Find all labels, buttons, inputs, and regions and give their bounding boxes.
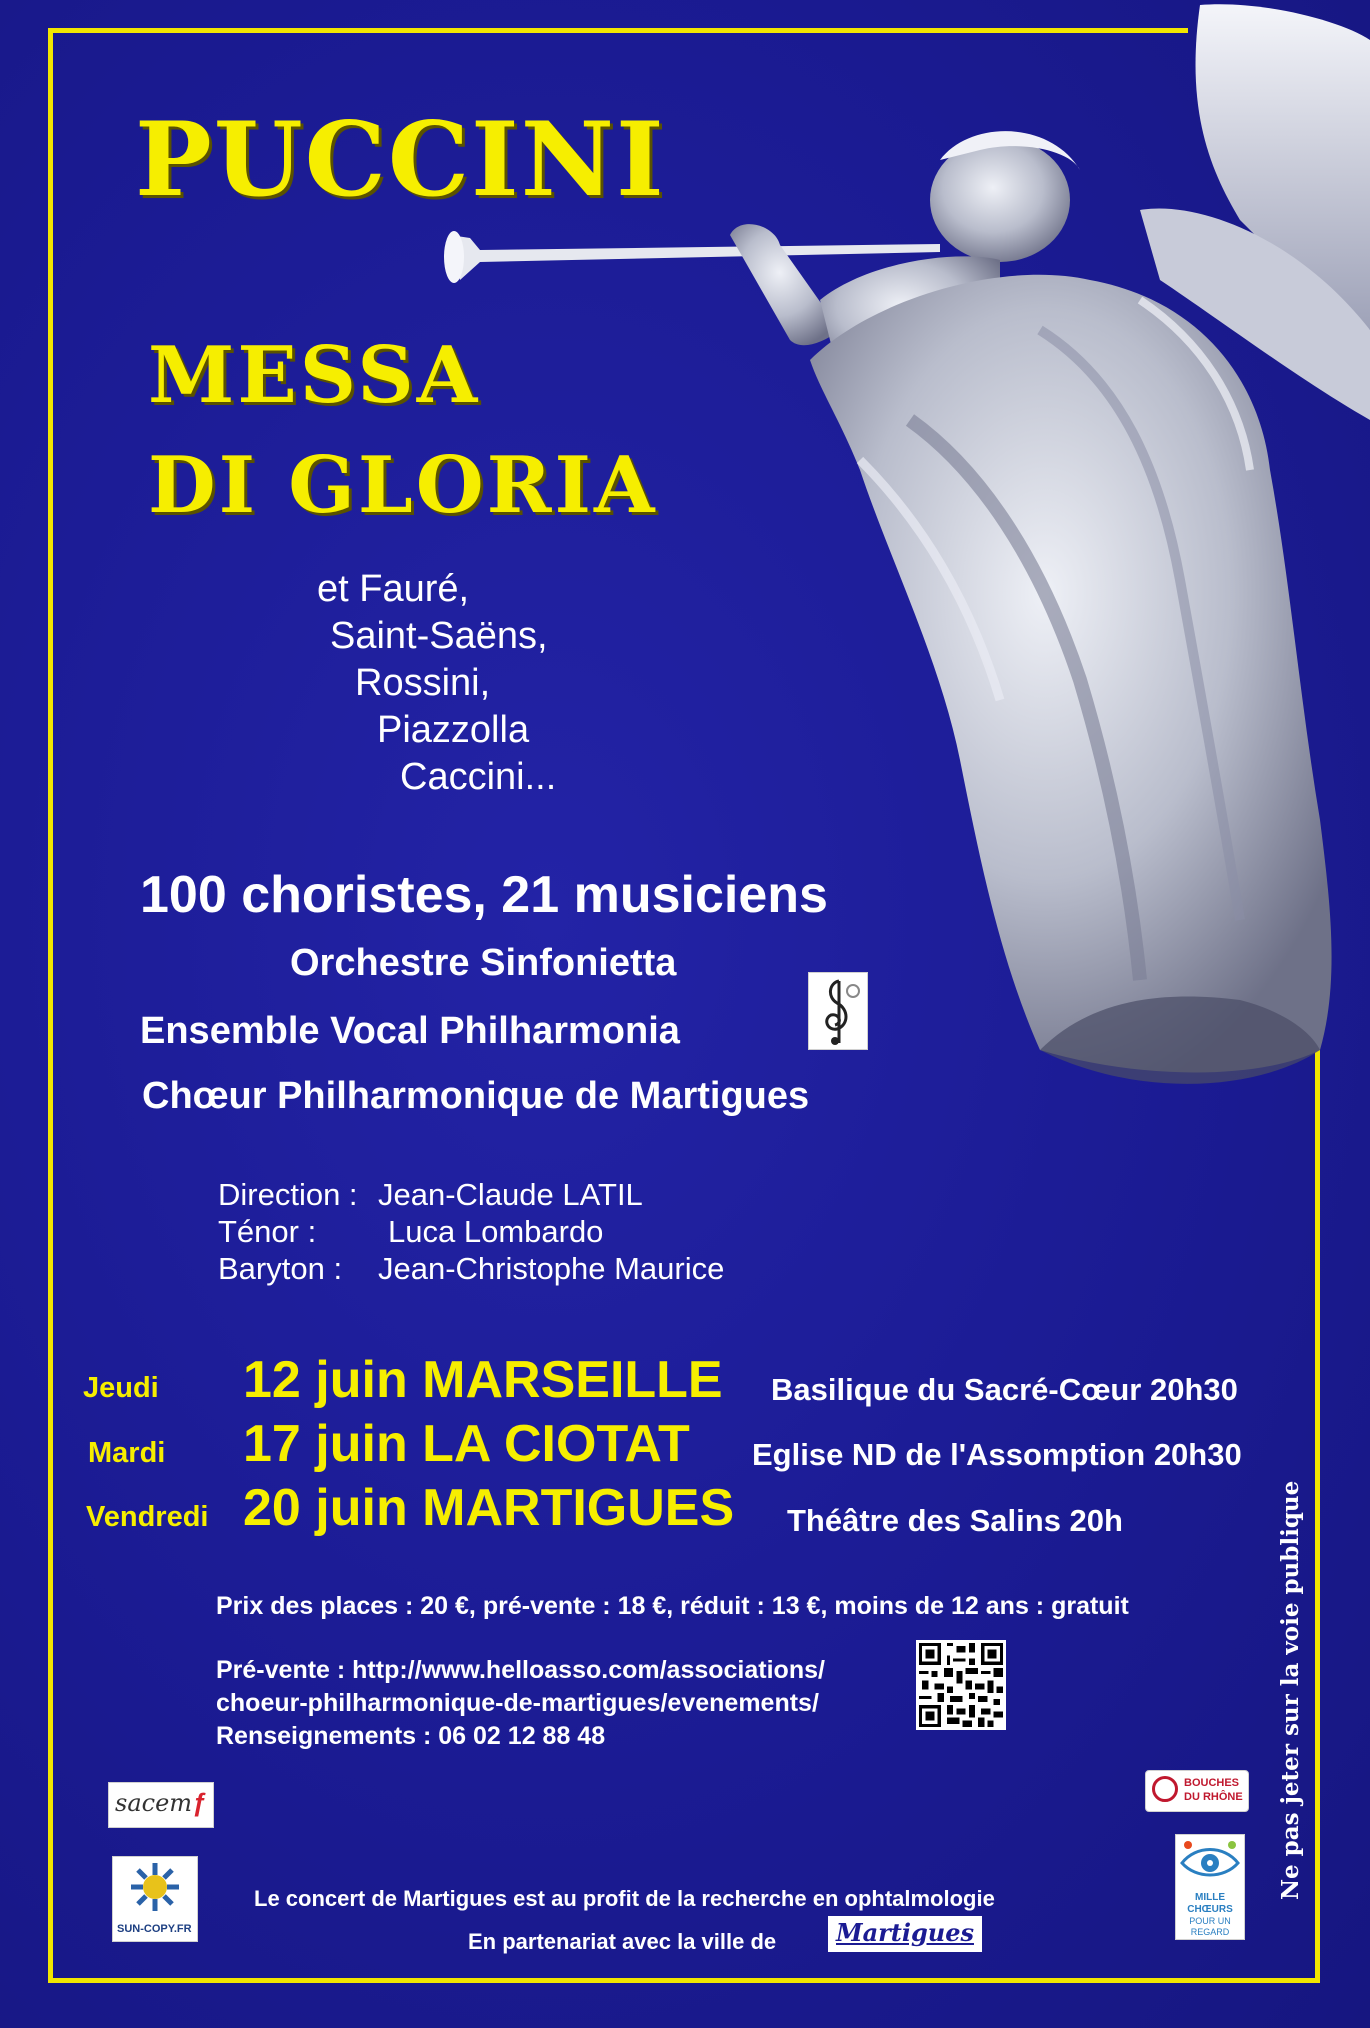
frame-right [1315, 1020, 1320, 1983]
composer-1: et Fauré, [317, 568, 470, 610]
date-1-venue: Basilique du Sacré-Cœur 20h30 [771, 1372, 1238, 1407]
philharmonia-logo [808, 972, 868, 1050]
eye-icon [1176, 1835, 1244, 1887]
ensemble-vocal: Ensemble Vocal Philharmonia [140, 1010, 680, 1052]
sacem-logo-text: sacem [115, 1789, 193, 1817]
performers-headline: 100 choristes, 21 musiciens [140, 866, 828, 924]
work-title-line1: MESSA [148, 330, 481, 421]
date-2-date: 17 juin LA CIOTAT [243, 1415, 690, 1473]
date-2-day: Mardi [88, 1437, 166, 1469]
ensemble-orchestra: Orchestre Sinfonietta [290, 942, 677, 984]
date-1-day: Jeudi [83, 1372, 159, 1404]
ticket-prices: Prix des places : 20 €, pré-vente : 18 €, réduit : 13 €, moins de 12 ans : gratuit [216, 1592, 1129, 1620]
treble-clef-icon [809, 973, 867, 1049]
work-title-line2: DI GLORIA [148, 440, 658, 531]
credit-direction-name: Jean-Claude LATIL [378, 1177, 643, 1212]
sacem-mark-icon: ƒ [192, 1787, 207, 1817]
date-1-date: 12 juin MARSEILLE [243, 1351, 723, 1409]
composer-5: Caccini... [400, 756, 557, 798]
qr-code-icon [916, 1640, 1006, 1730]
mille-logo-line-4: REGARD [1190, 1927, 1230, 1937]
sun-copy-logo-text: SUN-COPY.FR [117, 1923, 192, 1935]
presale-line-2: choeur-philharmonique-de-martigues/evenements/ [216, 1689, 819, 1717]
martigues-logo-text: Martigues [836, 1918, 974, 1947]
frame-left [48, 28, 53, 1983]
credit-baritone-role: Baryton : [218, 1251, 343, 1286]
sun-copy-logo [112, 1856, 198, 1942]
bdr-logo-text-2: DU RHÔNE [1184, 1791, 1243, 1803]
credit-tenor-role: Ténor : [218, 1214, 317, 1249]
date-3-date: 20 juin MARTIGUES [243, 1479, 735, 1537]
date-3-day: Vendredi [86, 1501, 209, 1533]
credit-tenor-name: Luca Lombardo [388, 1214, 604, 1249]
composer-4: Piazzolla [377, 709, 530, 751]
vertical-disposal-note: Ne pas jeter sur la voie publique [1277, 1480, 1304, 1900]
composer-3: Rossini, [355, 662, 491, 704]
bouches-du-rhone-logo [1145, 1770, 1249, 1812]
credit-baritone-name: Jean-Christophe Maurice [378, 1251, 725, 1286]
footer-partnership: En partenariat avec la ville de [468, 1929, 777, 1954]
date-2-venue: Eglise ND de l'Assomption 20h30 [752, 1437, 1242, 1472]
sun-emblem-icon [113, 1857, 197, 1917]
mille-logo-line-2: CHŒURS [1187, 1904, 1233, 1915]
mille-logo-line-3: POUR UN [1189, 1916, 1231, 1926]
composer-2: Saint-Saëns, [330, 615, 548, 657]
footer-charity-note: Le concert de Martigues est au profit de la recherche en ophtalmologie [254, 1886, 995, 1911]
sacem-logo [108, 1782, 214, 1828]
ensemble-choir: Chœur Philharmonique de Martigues [142, 1075, 810, 1117]
presale-line-1: Pré-vente : http://www.helloasso.com/associations/ [216, 1656, 825, 1684]
mille-logo-line-1: MILLE [1195, 1892, 1225, 1903]
mille-choeurs-logo [1175, 1834, 1245, 1940]
date-3-venue: Théâtre des Salins 20h [787, 1503, 1123, 1538]
martigues-logo [828, 1916, 982, 1952]
bdr-mark-icon [1152, 1776, 1178, 1802]
bdr-logo-text-1: BOUCHES [1184, 1777, 1240, 1789]
poster-title: PUCCINI [135, 100, 666, 220]
info-phone: Renseignements : 06 02 12 88 48 [216, 1722, 606, 1750]
credit-direction-role: Direction : [218, 1177, 358, 1212]
qr-code[interactable] [916, 1640, 1006, 1730]
frame-bottom [48, 1978, 1320, 1983]
